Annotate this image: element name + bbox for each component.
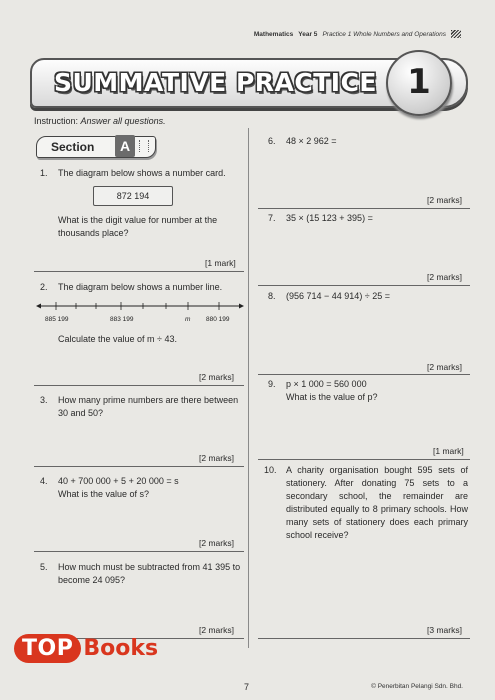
question-text: How much must be subtracted from 41 395 to become 24 095?	[58, 562, 241, 585]
question-number: 3.	[40, 395, 48, 405]
question-2-prompt	[40, 333, 244, 346]
tick-label-m: m	[185, 316, 191, 323]
section-letter: A	[115, 135, 135, 157]
banner-title: SUMMATIVE PRACTICE	[54, 68, 378, 97]
watermark-part1: TOP	[14, 634, 81, 663]
question-1	[40, 167, 244, 180]
question-number: 5.	[40, 562, 48, 572]
marks-label: [2 marks]	[199, 625, 234, 635]
question-number: 9.	[268, 379, 276, 389]
marks-label: [2 marks]	[427, 195, 462, 205]
question-9	[268, 378, 464, 404]
question-divider	[34, 466, 244, 467]
question-divider	[258, 374, 470, 375]
question-divider	[258, 285, 470, 286]
question-text: 35 × (15 123 + 395) =	[286, 213, 373, 223]
marks-label: [2 marks]	[199, 538, 234, 548]
stripes-icon	[451, 30, 461, 38]
page-header	[254, 30, 461, 38]
title-banner	[30, 58, 468, 108]
question-number: 7.	[268, 213, 276, 223]
marks-label: [2 marks]	[427, 362, 462, 372]
question-text-2: What is the value of s?	[58, 489, 150, 499]
question-number: 10.	[264, 465, 277, 475]
question-text-2: What is the value of p?	[286, 392, 378, 402]
question-3	[40, 394, 244, 420]
marks-label: [2 marks]	[199, 453, 234, 463]
instruction-prefix: Instruction:	[34, 116, 81, 126]
question-7	[268, 212, 464, 225]
header-year: Year 5	[298, 30, 318, 38]
question-text: 40 + 700 000 + 5 + 20 000 = s	[58, 476, 179, 486]
question-text: A charity organisation bought 595 sets of stationery. After donating 75 sets to a secondary school, the remainder are distributed equally to 8 primary schools. How many sets of stationery does each primary school receive?	[286, 465, 468, 540]
section-label: Section	[51, 140, 95, 154]
banner-number: 1	[386, 50, 452, 116]
question-text: 48 × 2 962 =	[286, 136, 337, 146]
tick-label: 885 199	[45, 316, 69, 323]
question-divider	[34, 551, 244, 552]
marks-label: [1 mark]	[433, 446, 464, 456]
question-text: The diagram below shows a number card.	[58, 168, 226, 178]
question-number: 8.	[268, 291, 276, 301]
instruction	[34, 116, 166, 126]
question-text-2: Calculate the value of m ÷ 43.	[58, 334, 178, 344]
question-4	[40, 475, 244, 501]
question-8	[268, 290, 464, 303]
question-divider	[34, 271, 244, 272]
question-1-prompt	[40, 214, 244, 240]
number-card: 872 194	[93, 186, 173, 206]
question-divider	[258, 459, 470, 460]
instruction-text: Answer all questions.	[80, 116, 166, 126]
copyright: © Penerbitan Pelangi Sdn. Bhd.	[371, 683, 463, 690]
question-text: The diagram below shows a number line.	[58, 282, 223, 292]
question-text: (956 714 − 44 914) ÷ 25 =	[286, 291, 391, 301]
header-subject: Mathematics	[253, 30, 294, 38]
question-2	[40, 281, 244, 294]
question-5	[40, 561, 244, 587]
marks-label: [1 mark]	[205, 258, 236, 268]
column-divider	[248, 128, 249, 648]
question-divider	[258, 208, 470, 209]
tick-label: 880 199	[206, 316, 230, 323]
question-6	[268, 135, 464, 148]
question-text-2: What is the digit value for number at the thousands place?	[58, 215, 218, 238]
watermark-part2: Books	[83, 635, 159, 661]
question-text: How many prime numbers are there between 30 and 50?	[58, 395, 239, 418]
marks-label: [3 marks]	[427, 625, 462, 635]
question-number: 1.	[40, 168, 48, 178]
page-number: 7	[244, 682, 250, 692]
number-line	[36, 296, 244, 326]
question-text: p × 1 000 = 560 000	[286, 379, 367, 389]
topbooks-watermark	[14, 628, 158, 668]
marks-label: [2 marks]	[199, 372, 234, 382]
question-divider	[258, 638, 470, 639]
question-10	[264, 464, 468, 542]
marks-label: [2 marks]	[427, 272, 462, 282]
question-number: 6.	[268, 136, 276, 146]
question-number: 4.	[40, 476, 48, 486]
question-divider	[34, 385, 244, 386]
question-number: 2.	[40, 282, 48, 292]
header-topic: Practice 1 Whole Numbers and Operations	[322, 30, 446, 38]
tick-label: 883 199	[110, 316, 134, 323]
section-tab	[36, 136, 156, 158]
section-dots-decoration	[139, 140, 149, 152]
